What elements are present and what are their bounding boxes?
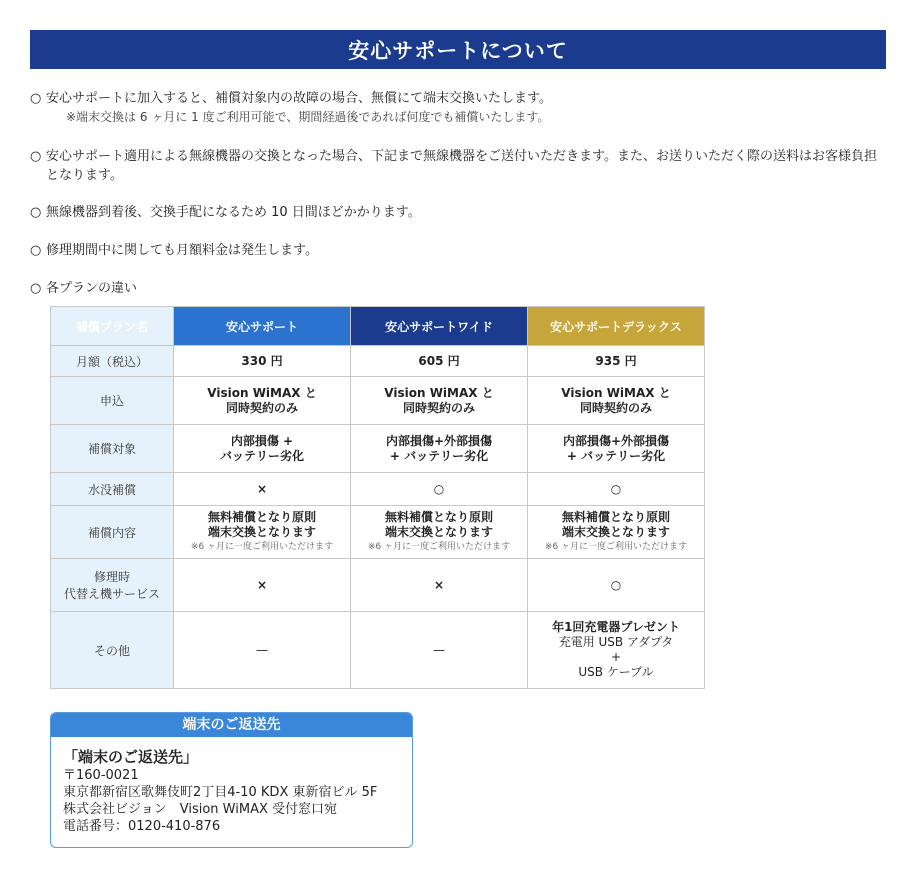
- note-5: [30, 279, 137, 298]
- cell-line: 端末交換となります: [384, 524, 493, 539]
- note-text: 安心サポート適用による無線機器の交換となった場合、下記まで無線機器をご送付いただきます。また、お送りいただく際の送料はお客様負担となります。: [46, 149, 877, 183]
- coverage-cell: [351, 425, 528, 473]
- cell-line: 内部損傷 +: [230, 433, 294, 448]
- note-text: 修理期間中に関しても月額料金は発生します。: [46, 243, 318, 258]
- cell-line: Vision WiMAX と: [207, 385, 317, 400]
- note-text: 無線機器到着後、交換手配になるため 10 日間ほどかかります。: [46, 205, 421, 220]
- note-subtext: ※端末交換は 6 ヶ月に 1 度ご利用可能で、期間経過後であれば何度でも補償いたします。: [66, 110, 550, 124]
- cell-line: バッテリー劣化: [219, 448, 304, 463]
- circle-bullet-icon: ○: [30, 243, 42, 258]
- return-phone: 電話番号：0120-410-876: [63, 819, 221, 834]
- water-cell: ○: [351, 473, 528, 506]
- return-company: 株式会社ビジョン Vision WiMAX 受付窓口宛: [63, 802, 337, 817]
- cell-line: 同時契約のみ: [225, 400, 298, 415]
- cell-line: + バッテリー劣化: [389, 448, 489, 463]
- page-title: 安心サポートについて: [30, 30, 886, 69]
- row-label-content: 補償内容: [51, 506, 174, 559]
- circle-bullet-icon: ○: [30, 91, 42, 106]
- table-row: [51, 559, 705, 612]
- circle-bullet-icon: ○: [30, 281, 42, 296]
- header-plan-name: 補償プラン名: [51, 307, 174, 346]
- circle-bullet-icon: ○: [30, 205, 42, 220]
- return-zip: 〒160-0021: [63, 768, 139, 783]
- other-cell: —: [351, 612, 528, 689]
- row-label-price: 月額（税込）: [51, 346, 174, 377]
- application-cell: [528, 377, 705, 425]
- cell-note: ※6 ヶ月に一度ご利用いただけます: [544, 541, 688, 552]
- note-text: 各プランの違い: [46, 281, 138, 296]
- note-3: [30, 203, 421, 222]
- row-label-water: 水没補償: [51, 473, 174, 506]
- note-4: [30, 241, 318, 260]
- return-box-header: 端末のご返送先: [51, 713, 412, 737]
- row-label-other: その他: [51, 612, 174, 689]
- header-anshin-support: 安心サポート: [174, 307, 351, 346]
- cell-line: 無料補償となり原則: [561, 509, 670, 524]
- plan-comparison-table: [50, 306, 705, 689]
- row-label-coverage: 補償対象: [51, 425, 174, 473]
- note-text: 安心サポートに加入すると、補償対象内の故障の場合、無償にて端末交換いたします。: [46, 91, 552, 106]
- repair-cell: ×: [351, 559, 528, 612]
- application-cell: [174, 377, 351, 425]
- table-row: [51, 473, 705, 506]
- water-cell: ×: [174, 473, 351, 506]
- cell-line: +: [610, 650, 622, 664]
- circle-bullet-icon: ○: [30, 149, 42, 164]
- cell-line: USB ケーブル: [578, 665, 654, 679]
- cell-note: ※6 ヶ月に一度ご利用いただけます: [190, 541, 334, 552]
- table-header-row: [51, 307, 705, 346]
- cell-line: 無料補償となり原則: [384, 509, 493, 524]
- table-row: [51, 346, 705, 377]
- row-label-application: 申込: [51, 377, 174, 425]
- return-address: 東京都新宿区歌舞伎町2丁目4-10 KDX 東新宿ビル 5F: [63, 785, 378, 800]
- coverage-cell: [528, 425, 705, 473]
- other-cell: —: [174, 612, 351, 689]
- other-cell: [528, 612, 705, 689]
- cell-note: ※6 ヶ月に一度ご利用いただけます: [367, 541, 511, 552]
- cell-line: 充電用 USB アダプタ: [558, 635, 674, 649]
- table-row: [51, 377, 705, 425]
- cell-line: 内部損傷+外部損傷: [562, 433, 670, 448]
- header-anshin-support-deluxe: 安心サポートデラックス: [528, 307, 705, 346]
- price-cell: 935 円: [528, 346, 705, 377]
- table-row: [51, 425, 705, 473]
- repair-cell: ×: [174, 559, 351, 612]
- content-cell: [351, 506, 528, 559]
- price-cell: 605 円: [351, 346, 528, 377]
- table-row: [51, 506, 705, 559]
- return-address-box: [50, 712, 413, 848]
- cell-line: 年1回充電器プレゼント: [552, 620, 680, 634]
- cell-line: 端末交換となります: [561, 524, 670, 539]
- cell-line: Vision WiMAX と: [561, 385, 671, 400]
- content-cell: [174, 506, 351, 559]
- note-2: [30, 147, 890, 185]
- application-cell: [351, 377, 528, 425]
- price-cell: 330 円: [174, 346, 351, 377]
- header-anshin-support-wide: 安心サポートワイド: [351, 307, 528, 346]
- return-title: 「端末のご返送先」: [63, 748, 199, 766]
- coverage-cell: [174, 425, 351, 473]
- note-1: [30, 89, 552, 127]
- cell-line: 修理時: [93, 570, 130, 584]
- water-cell: ○: [528, 473, 705, 506]
- row-label-repair: [51, 559, 174, 612]
- repair-cell: ○: [528, 559, 705, 612]
- cell-line: 同時契約のみ: [402, 400, 475, 415]
- cell-line: 内部損傷+外部損傷: [385, 433, 493, 448]
- cell-line: Vision WiMAX と: [384, 385, 494, 400]
- cell-line: 代替え機サービス: [63, 587, 160, 601]
- cell-line: 無料補償となり原則: [207, 509, 316, 524]
- table-row: [51, 612, 705, 689]
- content-cell: [528, 506, 705, 559]
- cell-line: 同時契約のみ: [579, 400, 652, 415]
- cell-line: + バッテリー劣化: [566, 448, 666, 463]
- return-box-body: [51, 737, 412, 845]
- cell-line: 端末交換となります: [207, 524, 316, 539]
